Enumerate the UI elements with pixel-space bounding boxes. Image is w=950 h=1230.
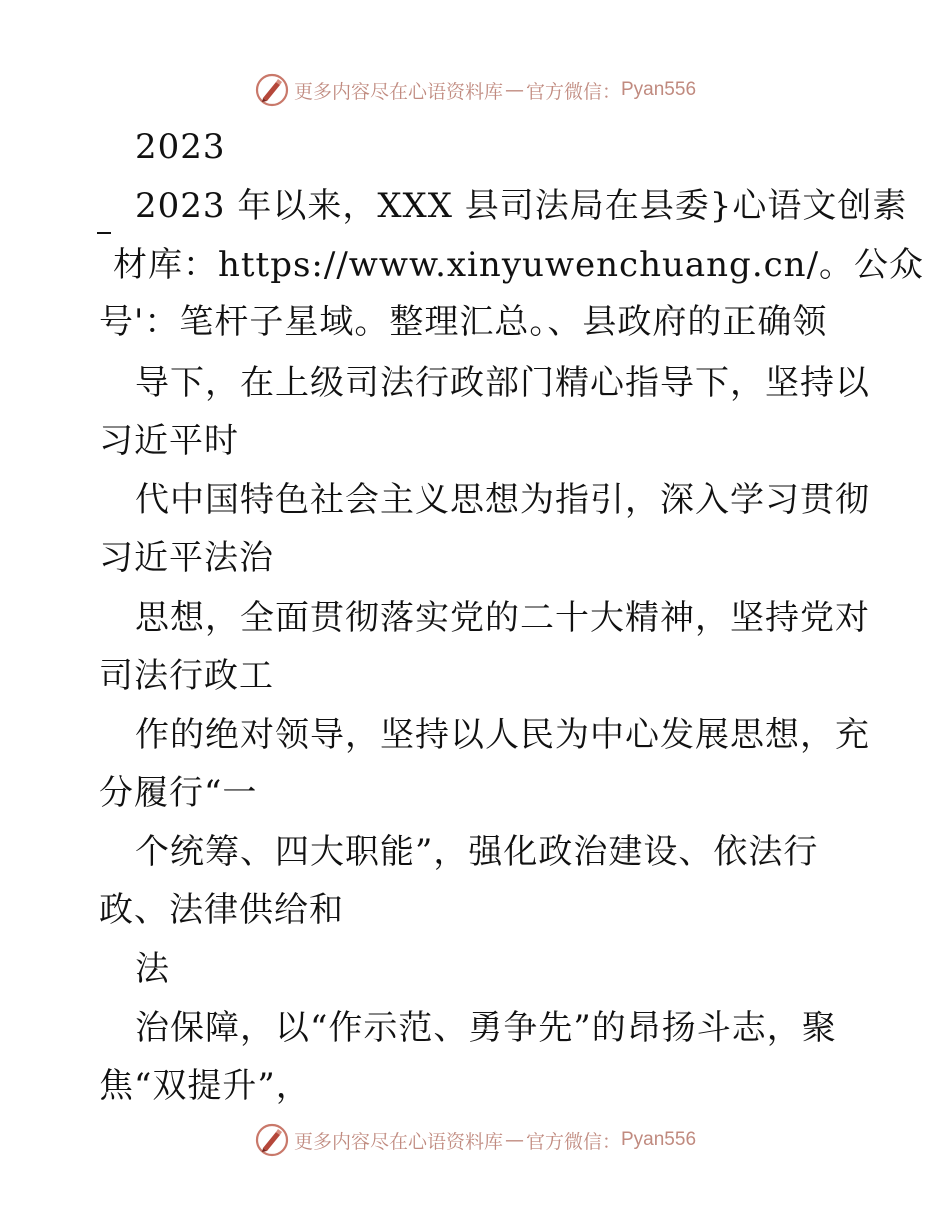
text-line: 2023 <box>135 127 226 167</box>
banner-wechat-label: 官方微信： <box>525 1130 621 1153</box>
text-line: 代中国特色社会主义思想为指引，深入学习贯彻 <box>135 480 870 520</box>
text-line: 政、法律供给和 <box>99 890 344 930</box>
text-line: 号'：笔杆子星域。整理汇总。、县政府的正确领 <box>99 302 828 342</box>
banner-wechat-label: 官方微信： <box>525 80 621 103</box>
text-line: 习近平法治 <box>99 538 274 578</box>
text-line: 司法行政工 <box>99 656 274 696</box>
text-line: 焦“双提升”， <box>99 1066 311 1106</box>
banner-separator: — <box>504 79 524 101</box>
text-line: 治保障，以“作示范、勇争先”的昂扬斗志，聚 <box>135 1008 837 1048</box>
footer-banner <box>0 1120 950 1160</box>
text-line: 材库：https://www.xinyuwenchuang.cn/。公众 <box>113 245 925 285</box>
text-line: 习近平时 <box>99 421 239 461</box>
banner-wechat-id: Pyan556 <box>621 79 697 100</box>
banner-separator: — <box>504 1129 524 1151</box>
text-line: 分履行“一 <box>99 773 258 813</box>
text-line: 作的绝对领导，坚持以人民为中心发展思想，充 <box>135 715 870 755</box>
banner-text: 更多内容尽在心语资料库 <box>293 1130 503 1153</box>
margin-mark <box>97 232 111 234</box>
text-line: 思想，全面贯彻落实党的二十大精神，坚持党对 <box>135 598 870 638</box>
text-line: 法 <box>135 949 170 989</box>
text-line: 2023 年以来，XXX 县司法局在县委}心语文创素 <box>135 186 908 226</box>
text-line: 导下，在上级司法行政部门精心指导下，坚持以 <box>135 363 870 403</box>
banner-text: 更多内容尽在心语资料库 <box>293 80 503 103</box>
banner-wechat-id: Pyan556 <box>621 1129 697 1150</box>
pen-logo-icon <box>254 1122 290 1158</box>
text-line: 个统筹、四大职能”，强化政治建设、依法行 <box>135 832 819 872</box>
